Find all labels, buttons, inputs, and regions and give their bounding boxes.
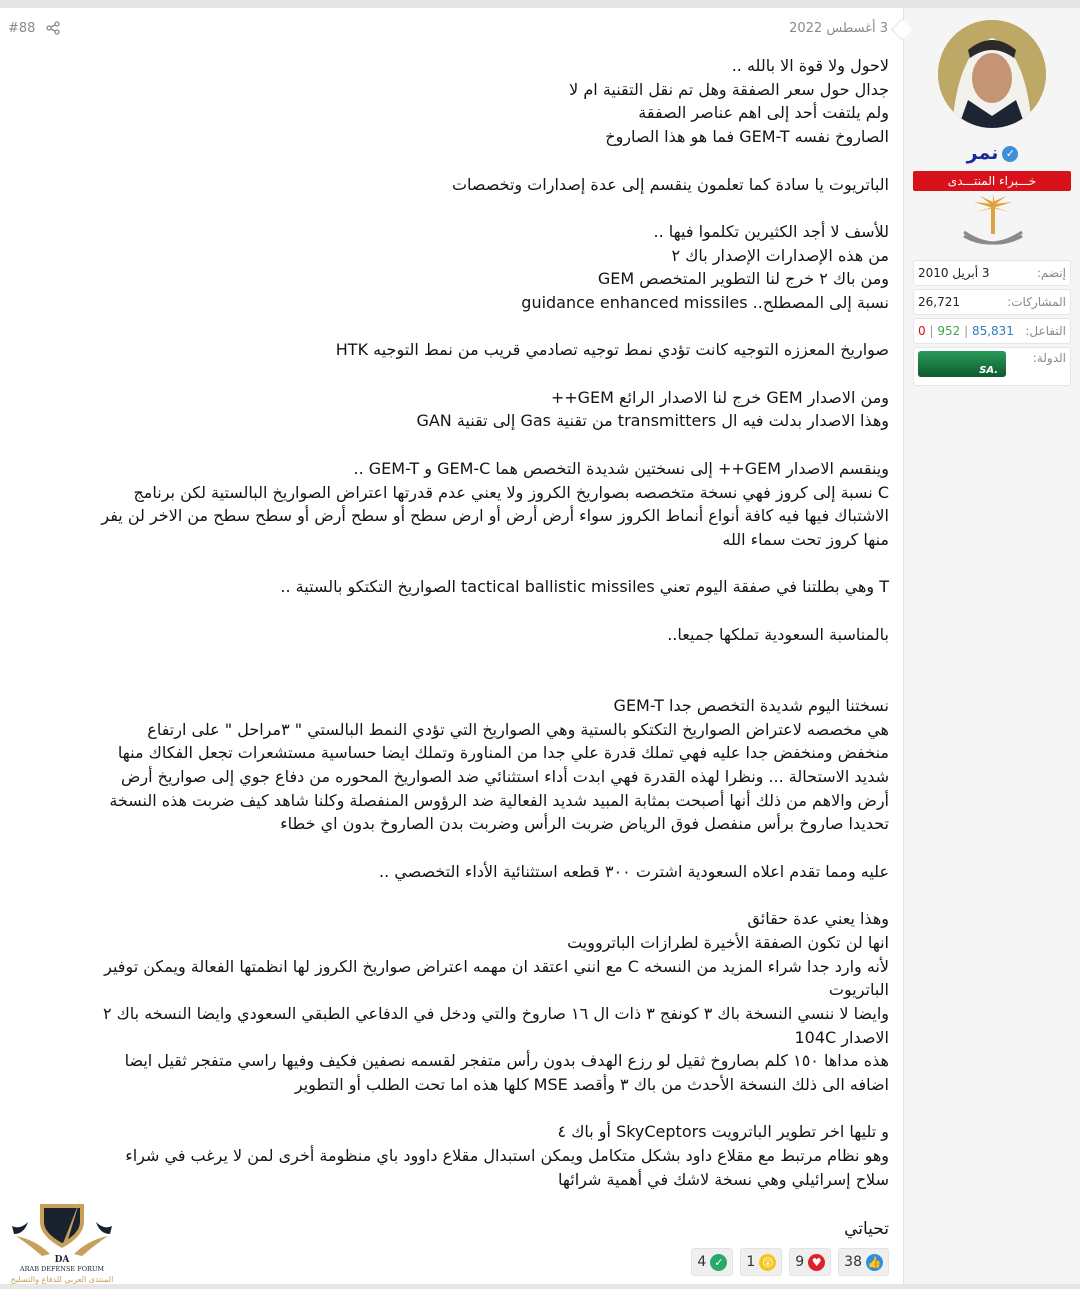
- post-body-line: الصاروخ نفسه GEM-T فما هو هذا الصاروخ: [605, 127, 889, 147]
- joined-value: 3 أبريل 2010: [918, 266, 990, 280]
- user-sidebar: [903, 8, 1080, 1284]
- like-icon: 👍: [867, 1255, 882, 1269]
- post-body-blank-line: [9, 883, 889, 907]
- post-body-line: انها لن تكون الصفقة الأخيرة لطرازات الباتروويت: [567, 932, 889, 952]
- post-body-blank-line: [9, 552, 889, 576]
- reaction-check[interactable]: [691, 1248, 733, 1276]
- user-info: [913, 260, 1071, 389]
- logo-name-ar: المنتدى العربي للدفاع والتسليح: [10, 1275, 114, 1284]
- post-body-line: اضافه الى ذلك النسخة الأحدث من باك ٣ وأقصد MSE كلها هذه اما تحت الطلب أو التطوير: [294, 1075, 889, 1095]
- post-body-line: وهو نظام مرتبط مع مقلاع داود بشكل متكامل ويمكن استبدال مقلاع داوود باي منظومة أخرى لمن لا يرغب في شراء: [125, 1146, 889, 1166]
- post-date[interactable]: 3 أغسطس 2022: [789, 21, 888, 36]
- post-body-line: الاصدار 104C: [794, 1027, 889, 1047]
- post-body-line: منها كروز تحت سماء الله: [722, 529, 889, 549]
- post-body-line: تحديدا صاروخ برأس منفصل فوق الرياض ضربت الرأس وضربت بدن الصاروخ بدون اي خطاء: [280, 814, 889, 834]
- post-body-line: لاحول ولا قوة الا بالله ..: [731, 56, 889, 75]
- reaction-count: 9: [795, 1254, 805, 1270]
- post-body-blank-line: [9, 836, 889, 860]
- reactions-positive: 85,831: [971, 324, 1014, 338]
- post-signature: تحياتي: [844, 1219, 889, 1239]
- reaction-count: 38: [844, 1254, 862, 1270]
- user-name-text[interactable]: نمر: [966, 142, 999, 164]
- post-body-line: و تليها اخر تطوير الباترويت SkyCeptors أو باك ٤: [557, 1122, 889, 1142]
- verified-badge-icon: ✓: [1002, 146, 1018, 162]
- forum-logo: [6, 1200, 118, 1286]
- joined-row: [913, 260, 1071, 286]
- post-body-line: وينقسم الاصدار GEM++ إلى نسختين شديدة التخصص هما GEM-C و GEM-T ..: [353, 458, 889, 478]
- country-row: [913, 347, 1071, 386]
- post-body-line: سلاح إسرائيلي وهي نسخة لاشك في أهمية شرائها: [558, 1169, 889, 1189]
- post-body: [9, 54, 889, 1192]
- posts-value[interactable]: 26,721: [918, 295, 960, 309]
- reaction-wow[interactable]: [740, 1248, 782, 1276]
- reaction-heart[interactable]: [789, 1248, 831, 1276]
- post-body-line: الباتريوت يا سادة كما تعلمون ينقسم إلى عدة إصدارات وتخصصات: [451, 174, 889, 194]
- post-body-line: وهذا يعني عدة حقائق: [747, 909, 889, 929]
- posts-row: [913, 289, 1071, 315]
- share-icon[interactable]: [46, 21, 60, 35]
- reactions-negative: 0: [918, 324, 926, 338]
- posts-label: المشاركات:: [1007, 295, 1066, 309]
- post-body-line: نسبة إلى المصطلح.. guidance enhanced missiles: [521, 293, 889, 312]
- post-body-line: الاشتباك فيها فيه كافة أنواع أنماط الكروز سواء أرض أرض أو ارض سطح أو سطح أرض أو سطح سطح من الاخر لن يفر: [101, 506, 889, 526]
- post-body-line: هي مخصصه لاعتراض الصواريخ التكتكو بالستية وهي الصواريخ التي تؤدي النمط البالستي " ٣مراحل " على ارتفاع: [147, 719, 889, 739]
- heart-icon: ♥: [808, 1254, 825, 1271]
- user-name[interactable]: [904, 142, 1080, 164]
- post-body-line: T وهي بطلتنا في صفقة اليوم تعني tactical ballistic missiles الصواريخ التكتكو بالستية ..: [280, 577, 889, 597]
- post-body-line: C نسبة إلى كروز فهي نسخة متخصصه بصواريخ الكروز ولا يعني عدم قدرتها اعتراض الصواريخ البالستية لكن برنامج: [133, 482, 889, 502]
- avatar-image-icon: [938, 20, 1046, 128]
- bottom-bar: [0, 1284, 1080, 1289]
- reactions-value: 0 | 952 | 85,831: [918, 324, 1014, 338]
- post-body-line: جدال حول سعر الصفقة وهل تم نقل التقنية ام لا: [569, 79, 889, 99]
- post-body-line: للأسف لا أجد الكثيرين تكلموا فيها ..: [653, 221, 889, 241]
- logo-initials: DA: [54, 1255, 70, 1265]
- post-body-blank-line: [9, 646, 889, 670]
- post-body-line: ومن باك ٢ خرج لنا التطوير المتخصص GEM: [597, 269, 889, 289]
- reactions-neutral: 952: [937, 324, 961, 338]
- post-body-line: من هذه الإصدارات الإصدار باك ٢: [671, 245, 889, 265]
- post-body-line: ولم يلتفت أحد إلى اهم عناصر الصفقة: [638, 103, 889, 123]
- post-body-blank-line: [9, 1097, 889, 1121]
- flag-text: .SA: [979, 365, 998, 376]
- post-body-line: هذه مداها ١٥٠ كلم بصاروخ ثقيل لو رزع الهدف بدون رأس متفجر لقسمه نصفين فكيف وفيها راسي متفجر ثقيل ايضا: [124, 1051, 889, 1071]
- post-body-line: أرض والاهم من ذلك أنها أصبحت بمثابة المبيد شديد الفعالية ضد الرؤوس المنفصلة وكلنا شاهد كيف ضربت هذه النسخة: [109, 790, 889, 810]
- post-body-line: صواريخ المعززه التوجيه كانت تؤدي نمط توجيه تصادمي قريب من نمط التوجيه HTK: [335, 340, 889, 360]
- saudi-flag-icon: [918, 351, 1006, 377]
- reaction-count: 4: [697, 1254, 707, 1270]
- post-number[interactable]: #88: [8, 21, 36, 36]
- post-body-line: بالمناسبة السعودية تملكها جميعا..: [667, 624, 889, 644]
- reaction-like[interactable]: [838, 1248, 889, 1276]
- reactions-bar: [691, 1248, 889, 1276]
- post-body-line: الباتريوت: [828, 980, 889, 1000]
- post-body-blank-line: [9, 315, 889, 339]
- top-bar: [0, 0, 1080, 8]
- post-body-blank-line: [9, 196, 889, 220]
- post-body-line: وهذا الاصدار بدلت فيه ال transmitters من تقنية Gas إلى تقنية GAN: [416, 411, 889, 431]
- post-body-line: ومن الاصدار GEM خرج لنا الاصدار الرائع GEM++: [550, 387, 889, 407]
- country-label: الدولة:: [1032, 351, 1066, 365]
- wow-icon: 😲: [759, 1254, 776, 1271]
- post-body-line: شديد الاستحالة ... ونظرا لهذه القدرة فهي ابدت أداء استثنائي ضد الصواريخ المحوره من دفاع جوي إلى صواريخ أرض: [121, 766, 889, 786]
- post-body-blank-line: [9, 599, 889, 623]
- post-body-line: عليه ومما تقدم اعلاه السعودية اشترت ٣٠٠ قطعه استثنائية الأداء التخصصي ..: [378, 861, 889, 881]
- check-icon: ✓: [710, 1254, 727, 1271]
- joined-label: إنضم:: [1036, 266, 1066, 280]
- reactions-row: [913, 318, 1071, 344]
- post-body-line: منخفض ومنخفض جدا عليه فهي تملك قدرة علي جدا من المناورة وتملك ايضا حساسية مستشعرات تجعل الفكاك منها: [117, 743, 889, 763]
- post-body-blank-line: [9, 149, 889, 173]
- post-body-line: لأنه وارد جدا شراء المزيد من النسخه C مع انني اعتقد ان مهمه اعتراض صواريخ الكروز لها انظمتها الفعالة ويمكن توفير: [104, 956, 889, 976]
- logo-name-en: ARAB DEFENSE FORUM: [19, 1265, 105, 1273]
- post-body-blank-line: [9, 670, 889, 694]
- post-body-line: نسختنا اليوم شديدة التخصص جدا GEM-T: [613, 695, 889, 715]
- user-rank-banner: خـــبراء المنتـــدى: [913, 171, 1071, 191]
- user-avatar[interactable]: [938, 20, 1046, 128]
- post-body-blank-line: [9, 362, 889, 386]
- reactions-label: التفاعل:: [1025, 324, 1066, 338]
- reaction-count: 1: [746, 1254, 756, 1270]
- post-body-line: وايضا لا ننسي النسخة باك ٣ كونفج ٣ ذات ال ١٦ صاروخ والتي ودخل في الدفاعي الطبقي السعودي وايضا النسخه باك ٢: [102, 1003, 889, 1023]
- saudi-emblem-icon: [960, 194, 1026, 254]
- post-body-blank-line: [9, 433, 889, 457]
